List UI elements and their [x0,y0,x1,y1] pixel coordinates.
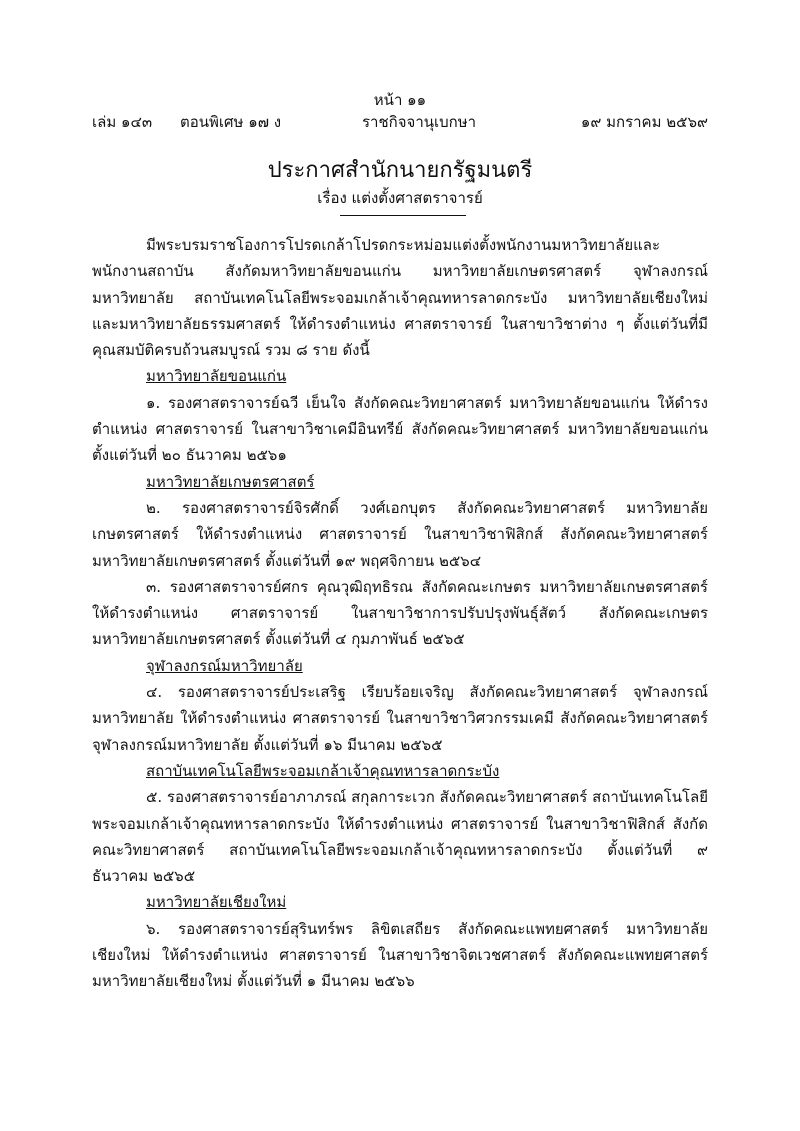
section-heading: มหาวิทยาลัยขอนแก่น [146,367,287,386]
announcement-subject: เรื่อง แต่งตั้งศาสตราจารย์ [317,189,483,207]
appointment-item: ๓. รองศาสตราจารย์ศกร คุณวุฒิฤทธิรณ สังกัดคณะเกษตร มหาวิทยาลัยเกษตรศาสตร์ ให้ดำรงตำแหน่ง ศาสตราจารย์ ในสาขาวิชาการปรับปรุงพันธุ์สัตว์ สังกัดคณะเกษตร มหาวิทยาลัยเกษตรศาสตร์ ตั้งแต่วันที่ ๔ กุมภาพันธ์ ๒๕๖๕ [92,577,708,649]
section-heading: มหาวิทยาลัยเกษตรศาสตร์ [146,472,315,491]
appointment-item: ๕. รองศาสตราจารย์อาภาภรณ์ สกุลการะเวก สังกัดคณะวิทยาศาสตร์ สถาบันเทคโนโลยีพระจอมเกล้าเจ้าคุณทหารลาดกระบัง ให้ดำรงตำแหน่ง ศาสตราจารย์ ในสาขาวิชาฟิสิกส์ สังกัดคณะวิทยาศาสตร์ สถาบันเทคโนโลยีพระจอมเกล้าเจ้าคุณทหารลาดกระบัง ตั้งแต่วันที่ ๙ ธันวาคม ๒๕๖๕ [92,788,708,886]
appointment-item: ๒. รองศาสตราจารย์จิรศักดิ์ วงศ์เอกบุตร สังกัดคณะวิทยาศาสตร์ มหาวิทยาลัยเกษตรศาสตร์ ให้ดำรงตำแหน่ง ศาสตราจารย์ ในสาขาวิชาฟิสิกส์ สังกัดคณะวิทยาศาสตร์ มหาวิทยาลัยเกษตรศาสตร์ ตั้งแต่วันที่ ๑๙ พฤศจิกายน ๒๕๖๔ [92,498,708,570]
volume-label: เล่ม ๑๔๓ [92,113,153,131]
announcement-title: ประกาศสำนักนายกรัฐมนตรี [267,158,533,183]
page-number: หน้า ๑๑ [373,91,427,109]
appointment-item: ๔. รองศาสตราจารย์ประเสริฐ เรียบร้อยเจริญ สังกัดคณะวิทยาศาสตร์ จุฬาลงกรณ์มหาวิทยาลัย ให้ดำรงตำแหน่ง ศาสตราจารย์ ในสาขาวิชาวิศวกรรมเคมี สังกัดคณะวิทยาศาสตร์ จุฬาลงกรณ์มหาวิทยาลัย ตั้งแต่วันที่ ๑๖ มีนาคม ๒๕๖๕ [92,683,708,754]
section-heading: สถาบันเทคโนโลยีพระจอมเกล้าเจ้าคุณทหารลาดกระบัง [146,761,500,780]
title-divider [340,215,466,216]
announcement-body [92,232,708,995]
appointment-item: ๖. รองศาสตราจารย์สุรินทร์พร ลิขิตเสถียร สังกัดคณะแพทยศาสตร์ มหาวิทยาลัยเชียงใหม่ ให้ดำรงตำแหน่ง ศาสตราจารย์ ในสาขาวิชาจิตเวชศาสตร์ สังกัดคณะแพทยศาสตร์ มหาวิทยาลัยเชียงใหม่ ตั้งแต่วันที่ ๑ มีนาคม ๒๕๖๖ [92,919,708,991]
publication-date: ๑๙ มกราคม ๒๕๖๙ [580,113,708,131]
section-heading: มหาวิทยาลัยเชียงใหม่ [146,893,287,912]
appointment-item: ๑. รองศาสตราจารย์ฉวี เย็นใจ สังกัดคณะวิทยาศาสตร์ มหาวิทยาลัยขอนแก่น ให้ดำรงตำแหน่ง ศาสตราจารย์ ในสาขาวิชาเคมีอินทรีย์ สังกัดคณะวิทยาศาสตร์ มหาวิทยาลัยขอนแก่น ตั้งแต่วันที่ ๒๐ ธันวาคม ๒๕๖๑ [92,393,708,465]
gazette-name: ราชกิจจานุเบกษา [362,113,477,131]
intro-paragraph: มีพระบรมราชโองการโปรดเกล้าโปรดกระหม่อมแต่งตั้งพนักงานมหาวิทยาลัยและพนักงานสถาบัน สังกัดมหาวิทยาลัยขอนแก่น มหาวิทยาลัยเกษตรศาสตร์ จุฬาลงกรณ์มหาวิทยาลัย สถาบันเทคโนโลยีพระจอมเกล้าเจ้าคุณทหารลาดกระบัง มหาวิทยาลัยเชียงใหม่ และมหาวิทยาลัยธรรมศาสตร์ ให้ดำรงตำแหน่ง ศาสตราจารย์ ในสาขาวิชาต่าง ๆ ตั้งแต่วันที่มีคุณสมบัติครบถ้วนสมบูรณ์ รวม ๘ ราย ดังนี้ [92,236,708,360]
section-heading: จุฬาลงกรณ์มหาวิทยาลัย [146,656,303,675]
issue-label: ตอนพิเศษ ๑๗ ง [180,113,282,131]
